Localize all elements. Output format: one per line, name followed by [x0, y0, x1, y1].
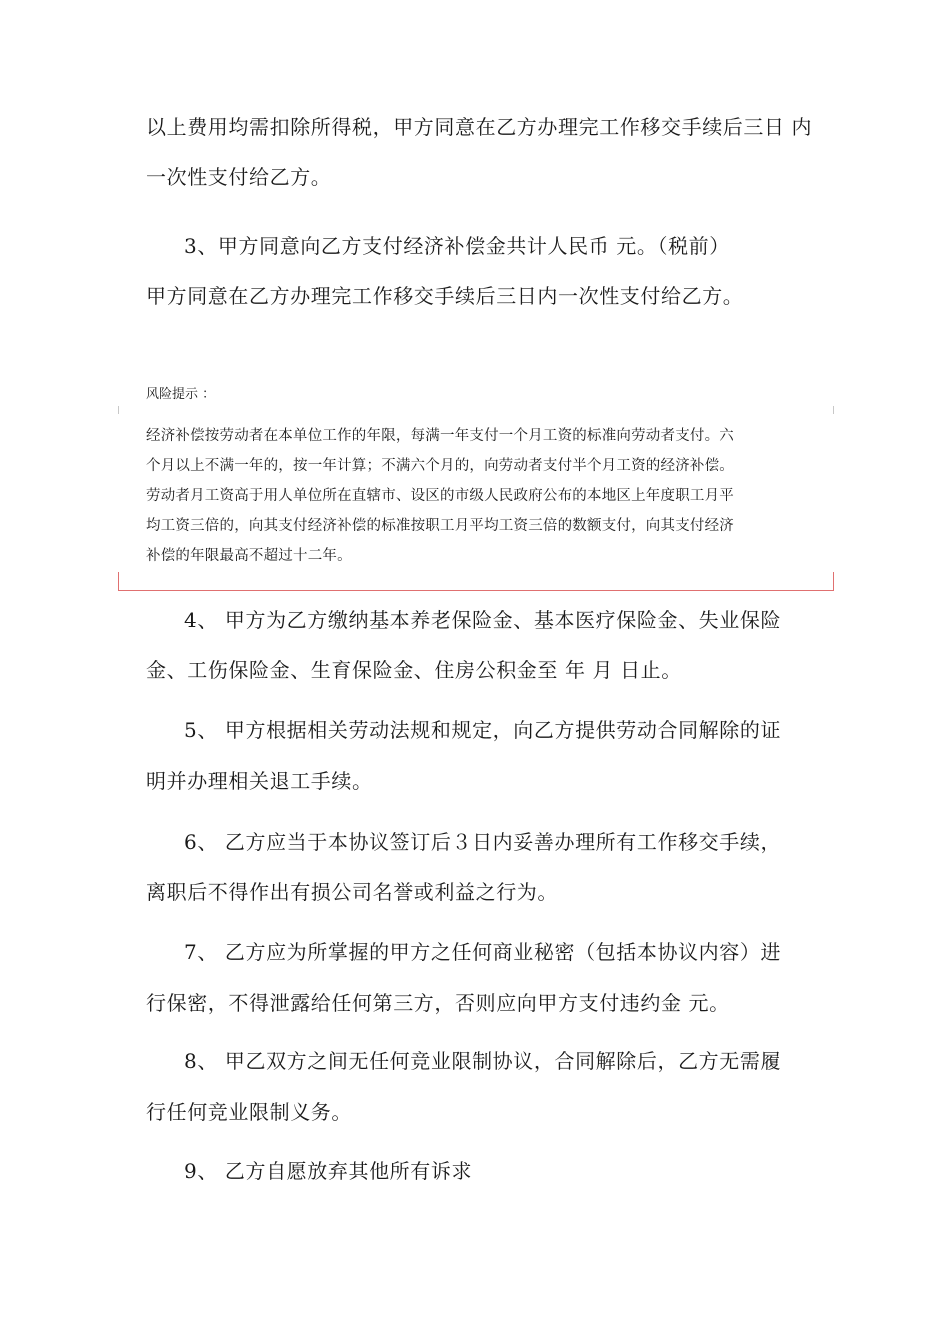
- clause-4-line: 4、 甲方为乙方缴纳基本养老保险金、基本医疗保险金、失业保险: [184, 608, 782, 632]
- paragraph-line: 甲方同意在乙方办理完工作移交手续后三日内一次性支付给乙方。: [146, 284, 744, 308]
- paragraph-line: 一次性支付给乙方。: [146, 165, 332, 189]
- clause-4-line: 金、工伤保险金、生育保险金、住房公积金至 年 月 日止。: [146, 658, 682, 682]
- risk-note-line: 个月以上不满一年的，按一年计算；不满六个月的，向劳动者支付半个月工资的经济补偿。: [146, 458, 734, 474]
- risk-note-line: 补偿的年限最高不超过十二年。: [146, 548, 352, 564]
- clause-3-line: 3、甲方同意向乙方支付经济补偿金共计人民币 元。（税前）: [184, 234, 730, 258]
- clause-5-line: 5、 甲方根据相关劳动法规和规定，向乙方提供劳动合同解除的证: [184, 718, 782, 742]
- frame-border-bottom: [118, 590, 834, 591]
- frame-marker: [118, 406, 119, 414]
- risk-note-line: 经济补偿按劳动者在本单位工作的年限，每满一年支付一个月工资的标准向劳动者支付。六: [146, 428, 734, 444]
- clause-9-line: 9、 乙方自愿放弃其他所有诉求: [184, 1159, 473, 1183]
- risk-note-line: 均工资三倍的，向其支付经济补偿的标准按职工月平均工资三倍的数额支付，向其支付经济: [146, 518, 734, 534]
- clause-7-line: 7、 乙方应为所掌握的甲方之任何商业秘密（包括本协议内容）进: [184, 940, 782, 964]
- frame-border-left: [118, 572, 119, 590]
- risk-note-title: 风险提示 ：: [146, 387, 216, 402]
- clause-7-line: 行保密，不得泄露给任何第三方，否则应向甲方支付违约金 元。: [146, 991, 730, 1015]
- clause-8-line: 8、 甲乙双方之间无任何竞业限制协议，合同解除后，乙方无需履: [184, 1049, 782, 1073]
- clause-8-line: 行任何竞业限制义务。: [146, 1100, 352, 1124]
- frame-marker: [833, 406, 834, 414]
- clause-5-line: 明并办理相关退工手续。: [146, 769, 373, 793]
- clause-6-line: 6、 乙方应当于本协议签订后３日内妥善办理所有工作移交手续，: [184, 830, 782, 854]
- frame-border-right: [833, 572, 834, 590]
- clause-6-line: 离职后不得作出有损公司名誉或利益之行为。: [146, 880, 558, 904]
- risk-note-line: 劳动者月工资高于用人单位所在直辖市、设区的市级人民政府公布的本地区上年度职工月平: [146, 488, 734, 504]
- paragraph-line: 以上费用均需扣除所得税，甲方同意在乙方办理完工作移交手续后三日 内: [146, 115, 813, 139]
